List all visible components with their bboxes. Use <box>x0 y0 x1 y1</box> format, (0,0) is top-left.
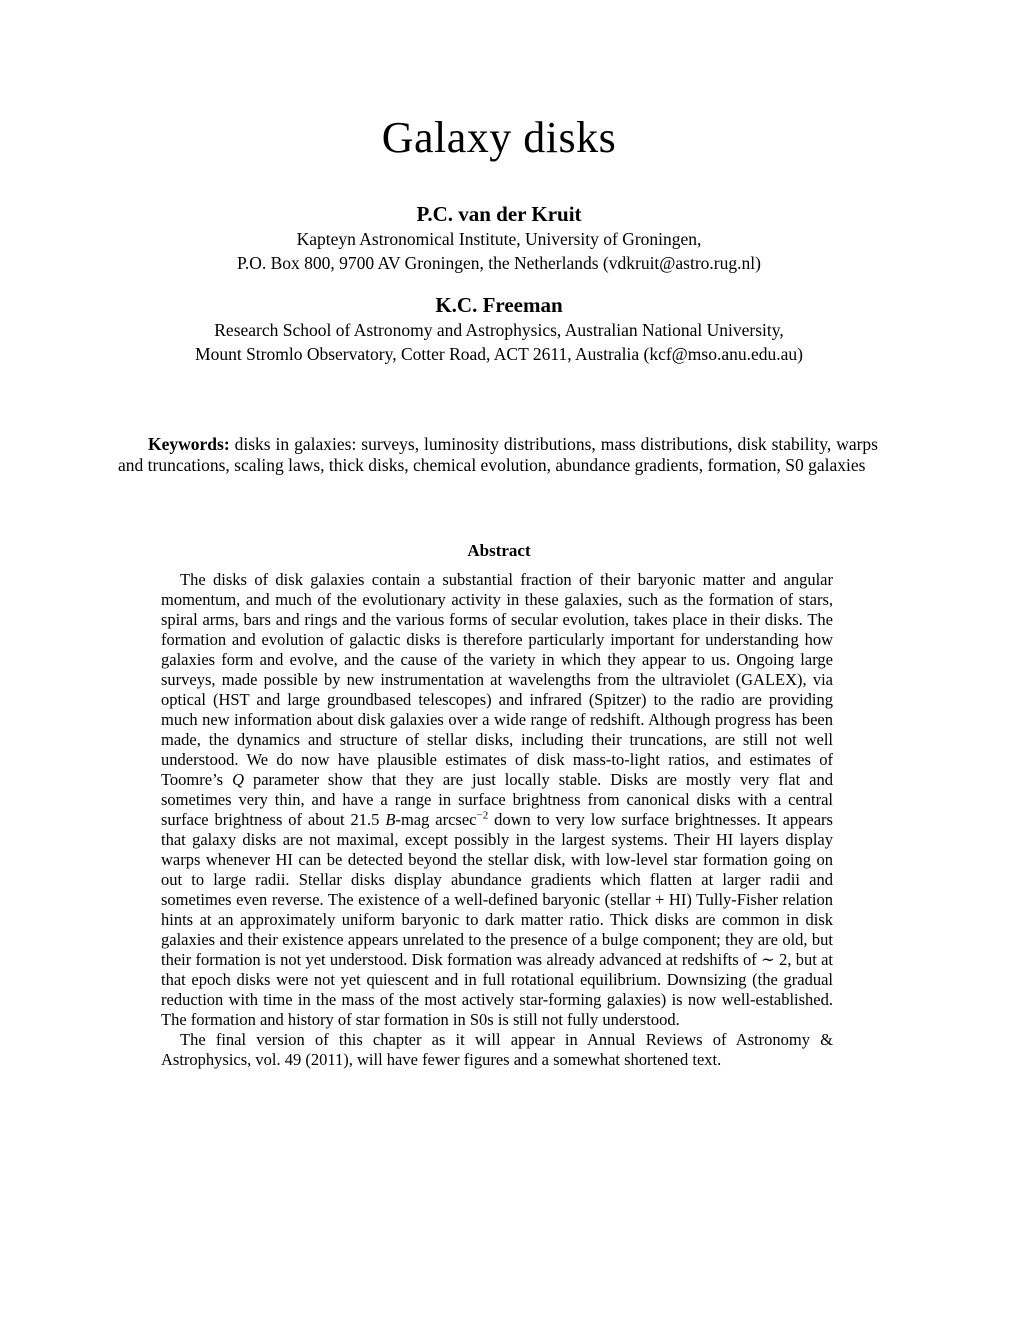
abstract-paragraph-2: The final version of this chapter as it will appear in Annual Reviews of Astronomy & Astrophysics, vol. 49 (2011), will have fewer figures and a somewhat shortened text. <box>161 1030 833 1069</box>
author-2-affiliation-line-1: Research School of Astronomy and Astrophysics, Australian National University, <box>214 320 784 340</box>
author-2-affiliation-line-2: Mount Stromlo Observatory, Cotter Road, ACT 2611, Australia (kcf@mso.anu.edu.au) <box>195 343 803 364</box>
author-1-affiliation-line-1: Kapteyn Astronomical Institute, University of Groningen, <box>296 229 702 249</box>
author-2-affiliation <box>0 319 998 366</box>
author-1-name: P.C. van der Kruit <box>416 202 582 226</box>
abstract-body <box>161 570 833 1070</box>
keywords-paragraph <box>118 434 878 477</box>
author-1-affiliation <box>0 228 998 275</box>
keywords-text: disks in galaxies: surveys, luminosity distributions, mass distributions, disk stability, warps and truncations, scaling laws, thick disks, chemical evolution, abundance gradients, formation, S0 galaxies <box>118 434 878 476</box>
author-1-affiliation-line-2: P.O. Box 800, 9700 AV Groningen, the Netherlands (vdkruit@astro.rug.nl) <box>237 252 761 273</box>
author-2-name: K.C. Freeman <box>435 293 563 317</box>
abstract-paragraph-1: The disks of disk galaxies contain a substantial fraction of their baryonic matter and angular momentum, and much of the evolutionary activity in these galaxies, such as the formation of stars, spiral arms, bars and rings and the various forms of secular evolution, takes place in their disks. The formation and evolution of galactic disks is therefore particularly important for understanding how galaxies form and evolve, and the cause of the variety in which they appear to us. Ongoing large surveys, made possible by new instrumentation at wavelengths from the ultraviolet (GALEX), via optical (HST and large groundbased telescopes) and infrared (Spitzer) to the radio are providing much new information about disk galaxies over a wide range of redshift. Although progress has been made, the dynamics and structure of stellar disks, including their truncations, are still not well understood. We do now have plausible estimates of disk mass-to-light ratios, and estimates of Toomre’s Q parameter show that they are just locally stable. Disks are mostly very flat and sometimes very thin, and have a range in surface brightness from canonical disks with a central surface brightness of about 21.5 B-mag arcsec$^{-2}$ down to very low surface brightnesses. It appears that galaxy disks are not maximal, except possibly in the largest systems. Their HI layers display warps whenever HI can be detected beyond the stellar disk, with low-level star formation going on out to large radii. Stellar disks display abundance gradients which flatten at larger radii and sometimes even reverse. The existence of a well-defined baryonic (stellar + HI) Tully-Fisher relation hints at an approximately uniform baryonic to dark matter ratio. Thick disks are common in disk galaxies and their existence appears unrelated to the presence of a bulge component; they are old, but their formation is not yet understood. Disk formation was already advanced at redshifts of ∼ 2, but at that epoch disks were not yet quiescent and in full rotational equilibrium. Downsizing (the gradual reduction with time in the mass of the most actively star-forming galaxies) is now well-established. The formation and history of star formation in S0s is still not fully understood. <box>161 570 833 1029</box>
paper-title: Galaxy disks <box>381 113 617 162</box>
keywords-label: Keywords: <box>148 434 230 454</box>
abstract-heading: Abstract <box>467 541 531 560</box>
